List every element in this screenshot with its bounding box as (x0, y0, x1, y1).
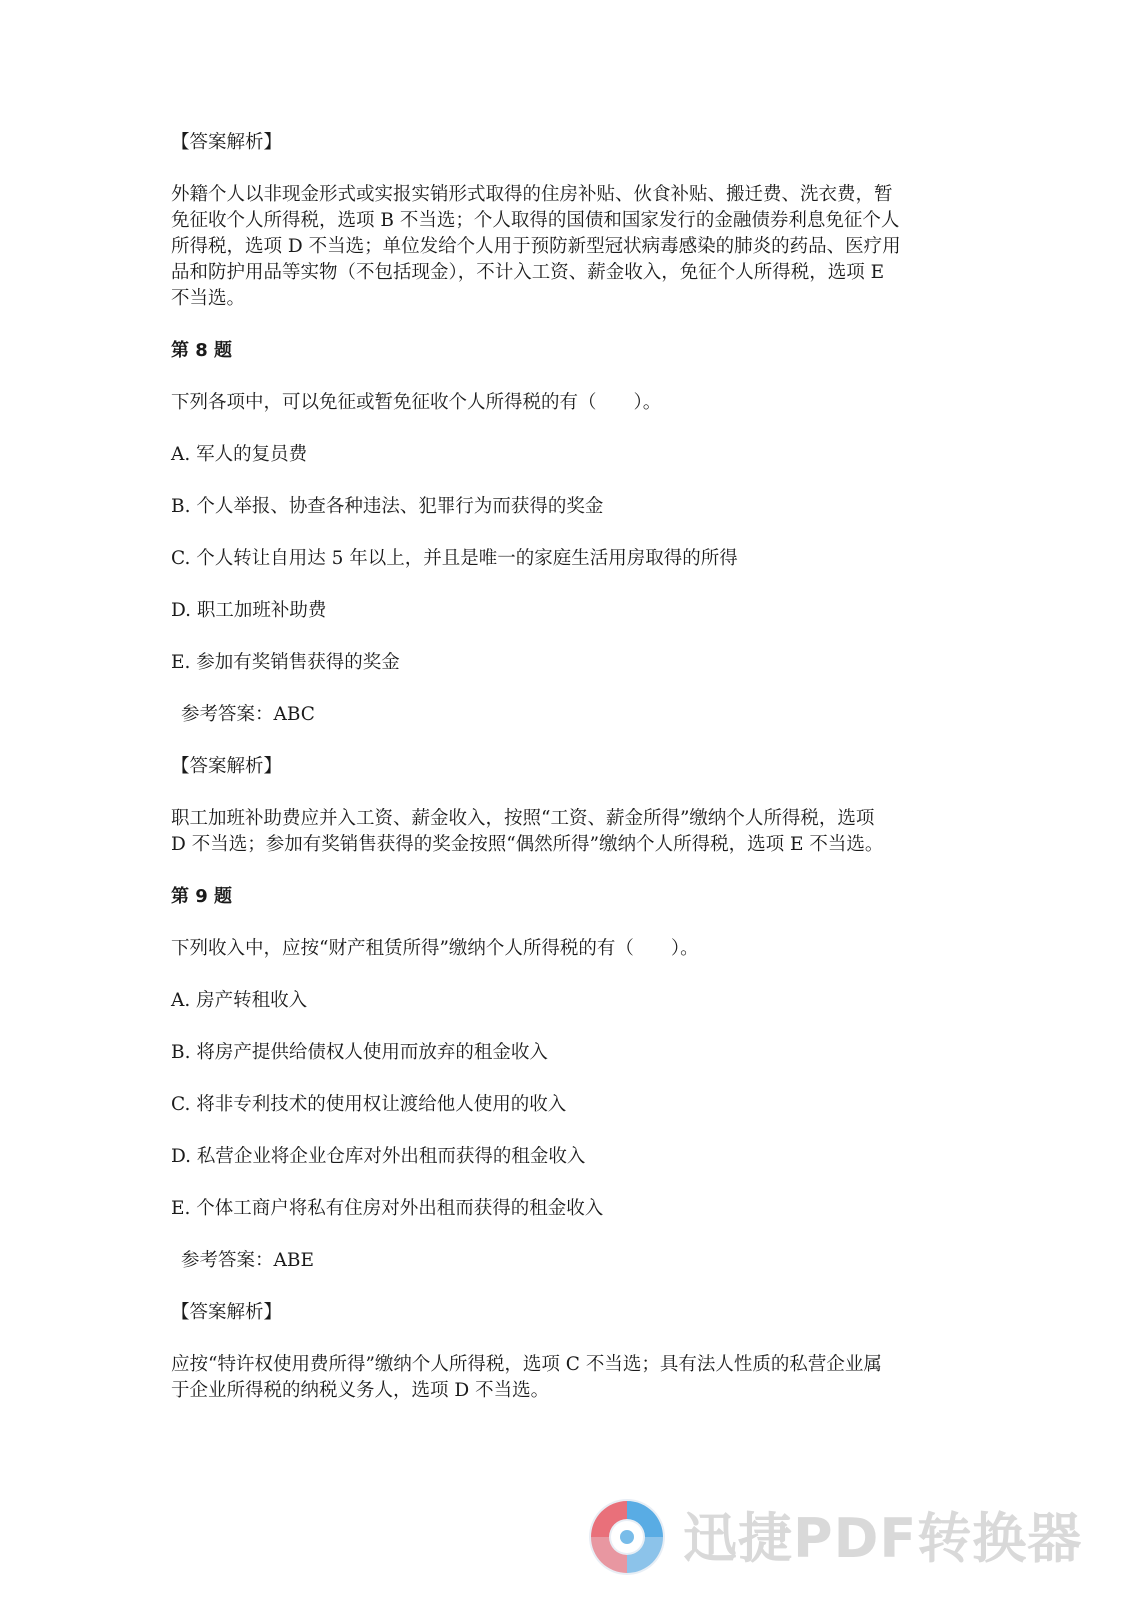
option-d: D. 职工加班补助费 (171, 600, 327, 621)
analysis-line: 品和防护用品等实物（不包括现金），不计入工资、薪金收入，免征个人所得税，选项 E (171, 262, 885, 283)
option-a: A. 军人的复员费 (171, 444, 308, 465)
analysis-line: 免征收个人所得税，选项 B 不当选；个人取得的国债和国家发行的金融债券利息免征个人 (171, 210, 900, 231)
analysis-line: 不当选。 (171, 288, 246, 309)
option-e: E. 参加有奖销售获得的奖金 (171, 652, 400, 673)
option-b: B. 个人举报、协查各种违法、犯罪行为而获得的奖金 (171, 496, 604, 517)
analysis-header: 【答案解析】 (171, 132, 283, 153)
analysis-line: 于企业所得税的纳税义务人，选项 D 不当选。 (171, 1380, 550, 1401)
option-b: B. 将房产提供给债权人使用而放弃的租金收入 (171, 1042, 548, 1063)
option-c: C. 将非专利技术的使用权让渡给他人使用的收入 (171, 1094, 567, 1115)
reference-answer: 参考答案：ABC (181, 704, 315, 725)
question-stem: 下列收入中，应按“财产租赁所得”缴纳个人所得税的有（ ）。 (171, 938, 699, 959)
question-stem: 下列各项中，可以免征或暂免征收个人所得税的有（ ）。 (171, 392, 662, 413)
analysis-header: 【答案解析】 (171, 1302, 283, 1323)
question-title: 第 9 题 (171, 886, 233, 907)
option-c: C. 个人转让自用达 5 年以上，并且是唯一的家庭生活用房取得的所得 (171, 548, 738, 569)
reference-answer: 参考答案：ABE (181, 1250, 314, 1271)
watermark-text: 迅捷PDF转换器 (683, 1507, 1083, 1570)
analysis-header: 【答案解析】 (171, 756, 283, 777)
option-a: A. 房产转租收入 (171, 990, 308, 1011)
document-page (171, 130, 951, 1404)
analysis-line: D 不当选；参加有奖销售获得的奖金按照“偶然所得”缴纳个人所得税，选项 E 不当选。 (171, 834, 884, 855)
xunjie-pdf-logo-icon (585, 1495, 669, 1579)
watermark (585, 1495, 1105, 1585)
option-d: D. 私营企业将企业仓库对外出租而获得的租金收入 (171, 1146, 586, 1167)
analysis-line: 外籍个人以非现金形式或实报实销形式取得的住房补贴、伙食补贴、搬迁费、洗衣费，暂 (171, 184, 893, 205)
question-title: 第 8 题 (171, 340, 233, 361)
analysis-line: 职工加班补助费应并入工资、薪金收入，按照“工资、薪金所得”缴纳个人所得税，选项 (171, 808, 875, 829)
option-e: E. 个体工商户将私有住房对外出租而获得的租金收入 (171, 1198, 604, 1219)
analysis-line: 应按“特许权使用费所得”缴纳个人所得税，选项 C 不当选；具有法人性质的私营企业属 (171, 1354, 882, 1375)
analysis-line: 所得税，选项 D 不当选；单位发给个人用于预防新型冠状病毒感染的肺炎的药品、医疗用 (171, 236, 901, 257)
